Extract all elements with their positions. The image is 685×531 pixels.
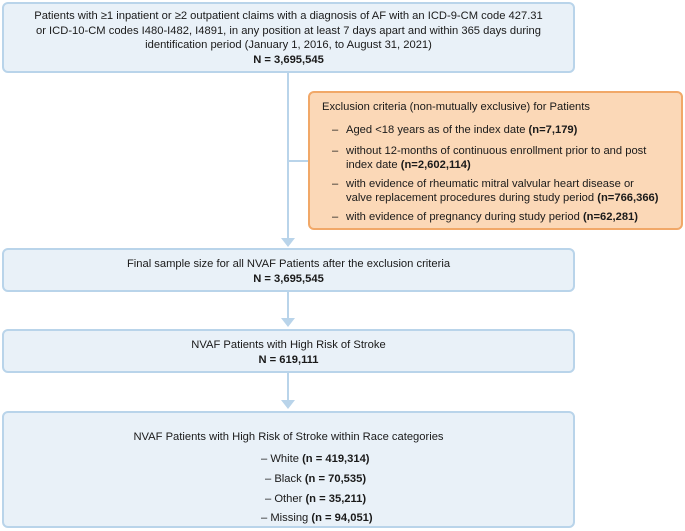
exclusion-item-text: with evidence of rheumatic mitral valvular heart disease or xyxy=(346,178,634,190)
race-count: (n = 94,051) xyxy=(311,512,373,524)
dash-mark: – xyxy=(265,493,272,505)
final-sample-n: N = 3,695,545 xyxy=(253,272,324,285)
high-risk-n: N = 619,111 xyxy=(258,353,319,366)
dash-mark: – xyxy=(332,211,339,223)
exclusion-item-text: index date xyxy=(346,159,398,171)
main-flow-line-1 xyxy=(287,72,289,240)
exclusion-branch-line xyxy=(288,160,308,162)
race-label: Other xyxy=(274,493,303,505)
high-risk-box xyxy=(2,329,575,373)
exclusion-item-count: (n=7,179) xyxy=(528,124,578,136)
dash-mark: – xyxy=(332,145,339,157)
race-item-black xyxy=(265,472,366,487)
exclusion-item-text: without 12-months of continuous enrollment prior to and post xyxy=(346,145,647,157)
arrow-to-final-sample xyxy=(281,238,295,247)
exclusion-item-count: (n=2,602,114) xyxy=(400,159,471,171)
dash-mark: – xyxy=(261,512,268,524)
exclusion-criteria-box xyxy=(308,91,683,230)
exclusion-item-count: (n=62,281) xyxy=(582,211,638,223)
race-label: Black xyxy=(274,473,302,485)
race-categories-box xyxy=(2,411,575,528)
dash-mark: – xyxy=(332,178,339,190)
arrow-to-high-risk xyxy=(281,318,295,327)
main-flow-line-3 xyxy=(287,372,289,400)
main-flow-line-2 xyxy=(287,292,289,318)
inclusion-n: N = 3,695,545 xyxy=(253,53,324,66)
inclusion-line-3: identification period (January 1, 2016, to August 31, 2021) xyxy=(145,39,432,51)
final-sample-box xyxy=(2,248,575,292)
exclusion-item-count: (n=766,366) xyxy=(597,192,659,204)
dash-mark: – xyxy=(265,473,272,485)
race-label: White xyxy=(270,453,299,465)
race-count: (n = 419,314) xyxy=(302,453,370,465)
dash-mark: – xyxy=(332,124,339,136)
dash-mark: – xyxy=(261,453,268,465)
exclusion-item-text: with evidence of pregnancy during study period xyxy=(346,211,580,223)
race-count: (n = 70,535) xyxy=(304,473,367,485)
race-label: Missing xyxy=(270,512,309,524)
exclusion-title: Exclusion criteria (non-mutually exclusive) for Patients xyxy=(322,101,590,113)
final-sample-text: Final sample size for all NVAF Patients after the exclusion criteria xyxy=(126,258,451,270)
exclusion-item-text: Aged <18 years as of the index date xyxy=(346,124,526,136)
exclusion-item-text: valve replacement procedures during study period xyxy=(346,192,595,204)
inclusion-line-2: or ICD-10-CM codes I480-I482, I4891, in any position at least 7 days apart and within 365 days during xyxy=(36,24,541,37)
race-item-white xyxy=(261,452,370,467)
inclusion-criteria-box xyxy=(2,2,575,73)
inclusion-line-1: Patients with ≥1 inpatient or ≥2 outpatient claims with a diagnosis of AF with an ICD-9-CM code 427.31 xyxy=(34,10,543,22)
race-item-other xyxy=(265,492,366,507)
race-item-missing xyxy=(261,511,373,526)
race-categories-title: NVAF Patients with High Risk of Stroke within Race categories xyxy=(133,431,444,443)
arrow-to-race-categories xyxy=(281,400,295,409)
high-risk-text: NVAF Patients with High Risk of Stroke xyxy=(191,339,386,351)
race-count: (n = 35,211) xyxy=(305,493,367,505)
